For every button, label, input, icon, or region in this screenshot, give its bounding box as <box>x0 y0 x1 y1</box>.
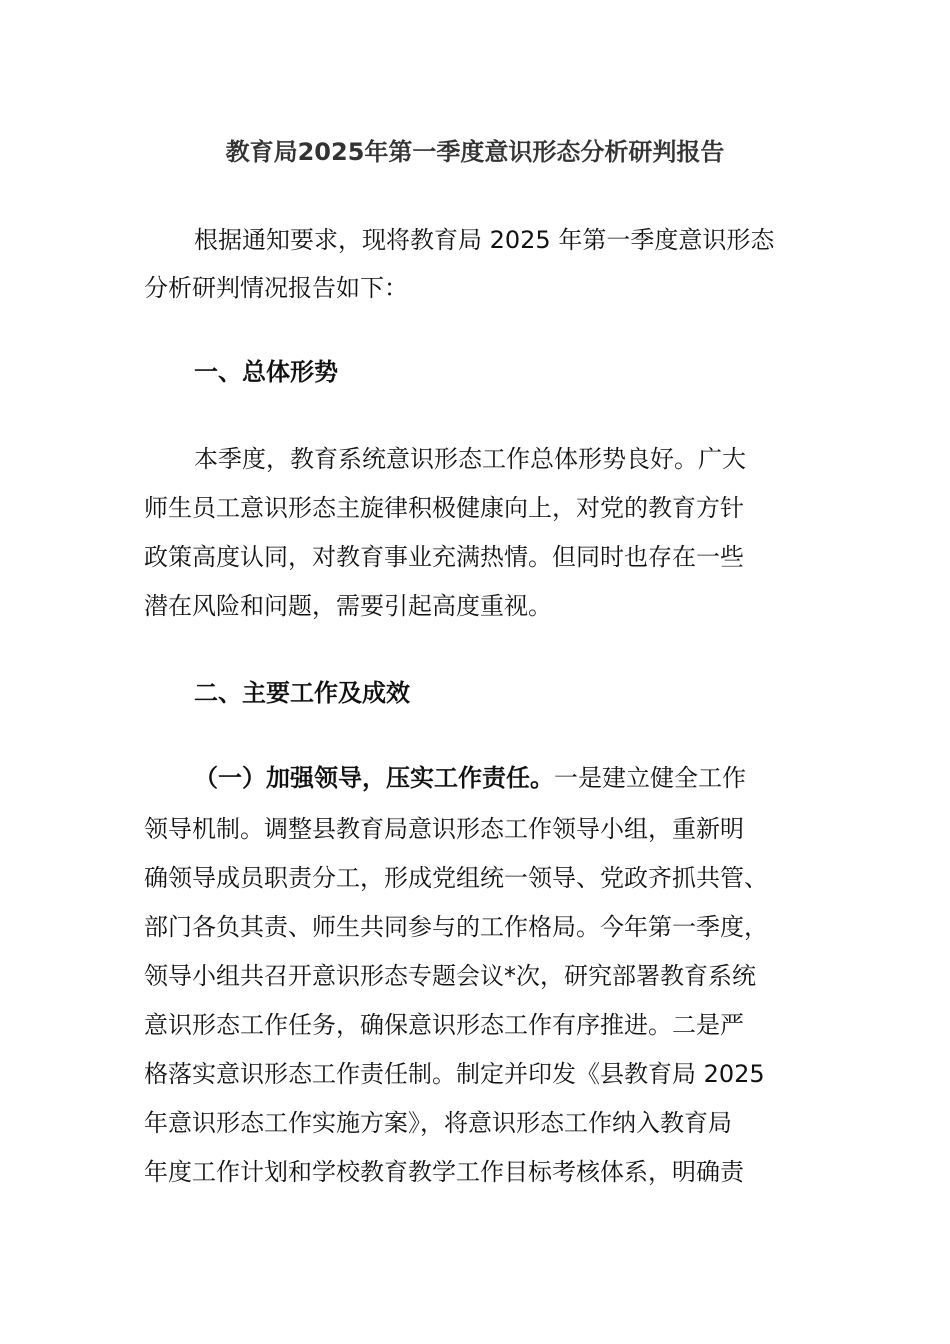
document-title: 教育局2025年第一季度意识形态分析研判报告 <box>225 138 725 166</box>
section-1-line-3: 政策高度认同，对教育事业充满热情。但同时也存在一些 <box>144 543 744 571</box>
section-1-heading: 一、总体形势 <box>194 358 338 386</box>
section-2-line-6: 意识形态工作任务，确保意识形态工作有序推进。二是严 <box>144 1011 744 1039</box>
section-1-line-2: 师生员工意识形态主旋律积极健康向上，对党的教育方针 <box>144 494 744 522</box>
subsection-1-text-start: 一是建立健全工作 <box>554 764 746 792</box>
section-2-line-1 <box>194 760 746 796</box>
section-2-line-8: 年意识形态工作实施方案》，将意识形态工作纳入教育局 <box>144 1109 732 1137</box>
section-1-line-1: 本季度，教育系统意识形态工作总体形势良好。广大 <box>194 445 746 473</box>
section-2-heading: 二、主要工作及成效 <box>194 679 410 707</box>
section-2-line-2: 领导机制。调整县教育局意识形态工作领导小组，重新明 <box>144 815 744 843</box>
section-1-line-4: 潜在风险和问题，需要引起高度重视。 <box>144 592 552 620</box>
section-2-line-3: 确领导成员职责分工，形成党组统一领导、党政齐抓共管、 <box>144 864 768 892</box>
subsection-1-heading: （一）加强领导，压实工作责任。 <box>194 764 554 792</box>
intro-line-1: 根据通知要求，现将教育局 2025 年第一季度意识形态 <box>194 226 775 254</box>
section-2-line-7: 格落实意识形态工作责任制。制定并印发《县教育局 2025 <box>144 1060 765 1088</box>
section-2-line-5: 领导小组共召开意识形态专题会议*次，研究部署教育系统 <box>144 962 756 990</box>
intro-line-2: 分析研判情况报告如下： <box>144 274 408 302</box>
section-2-line-4: 部门各负其责、师生共同参与的工作格局。今年第一季度， <box>144 913 768 941</box>
section-2-line-9: 年度工作计划和学校教育教学工作目标考核体系，明确责 <box>144 1158 744 1186</box>
